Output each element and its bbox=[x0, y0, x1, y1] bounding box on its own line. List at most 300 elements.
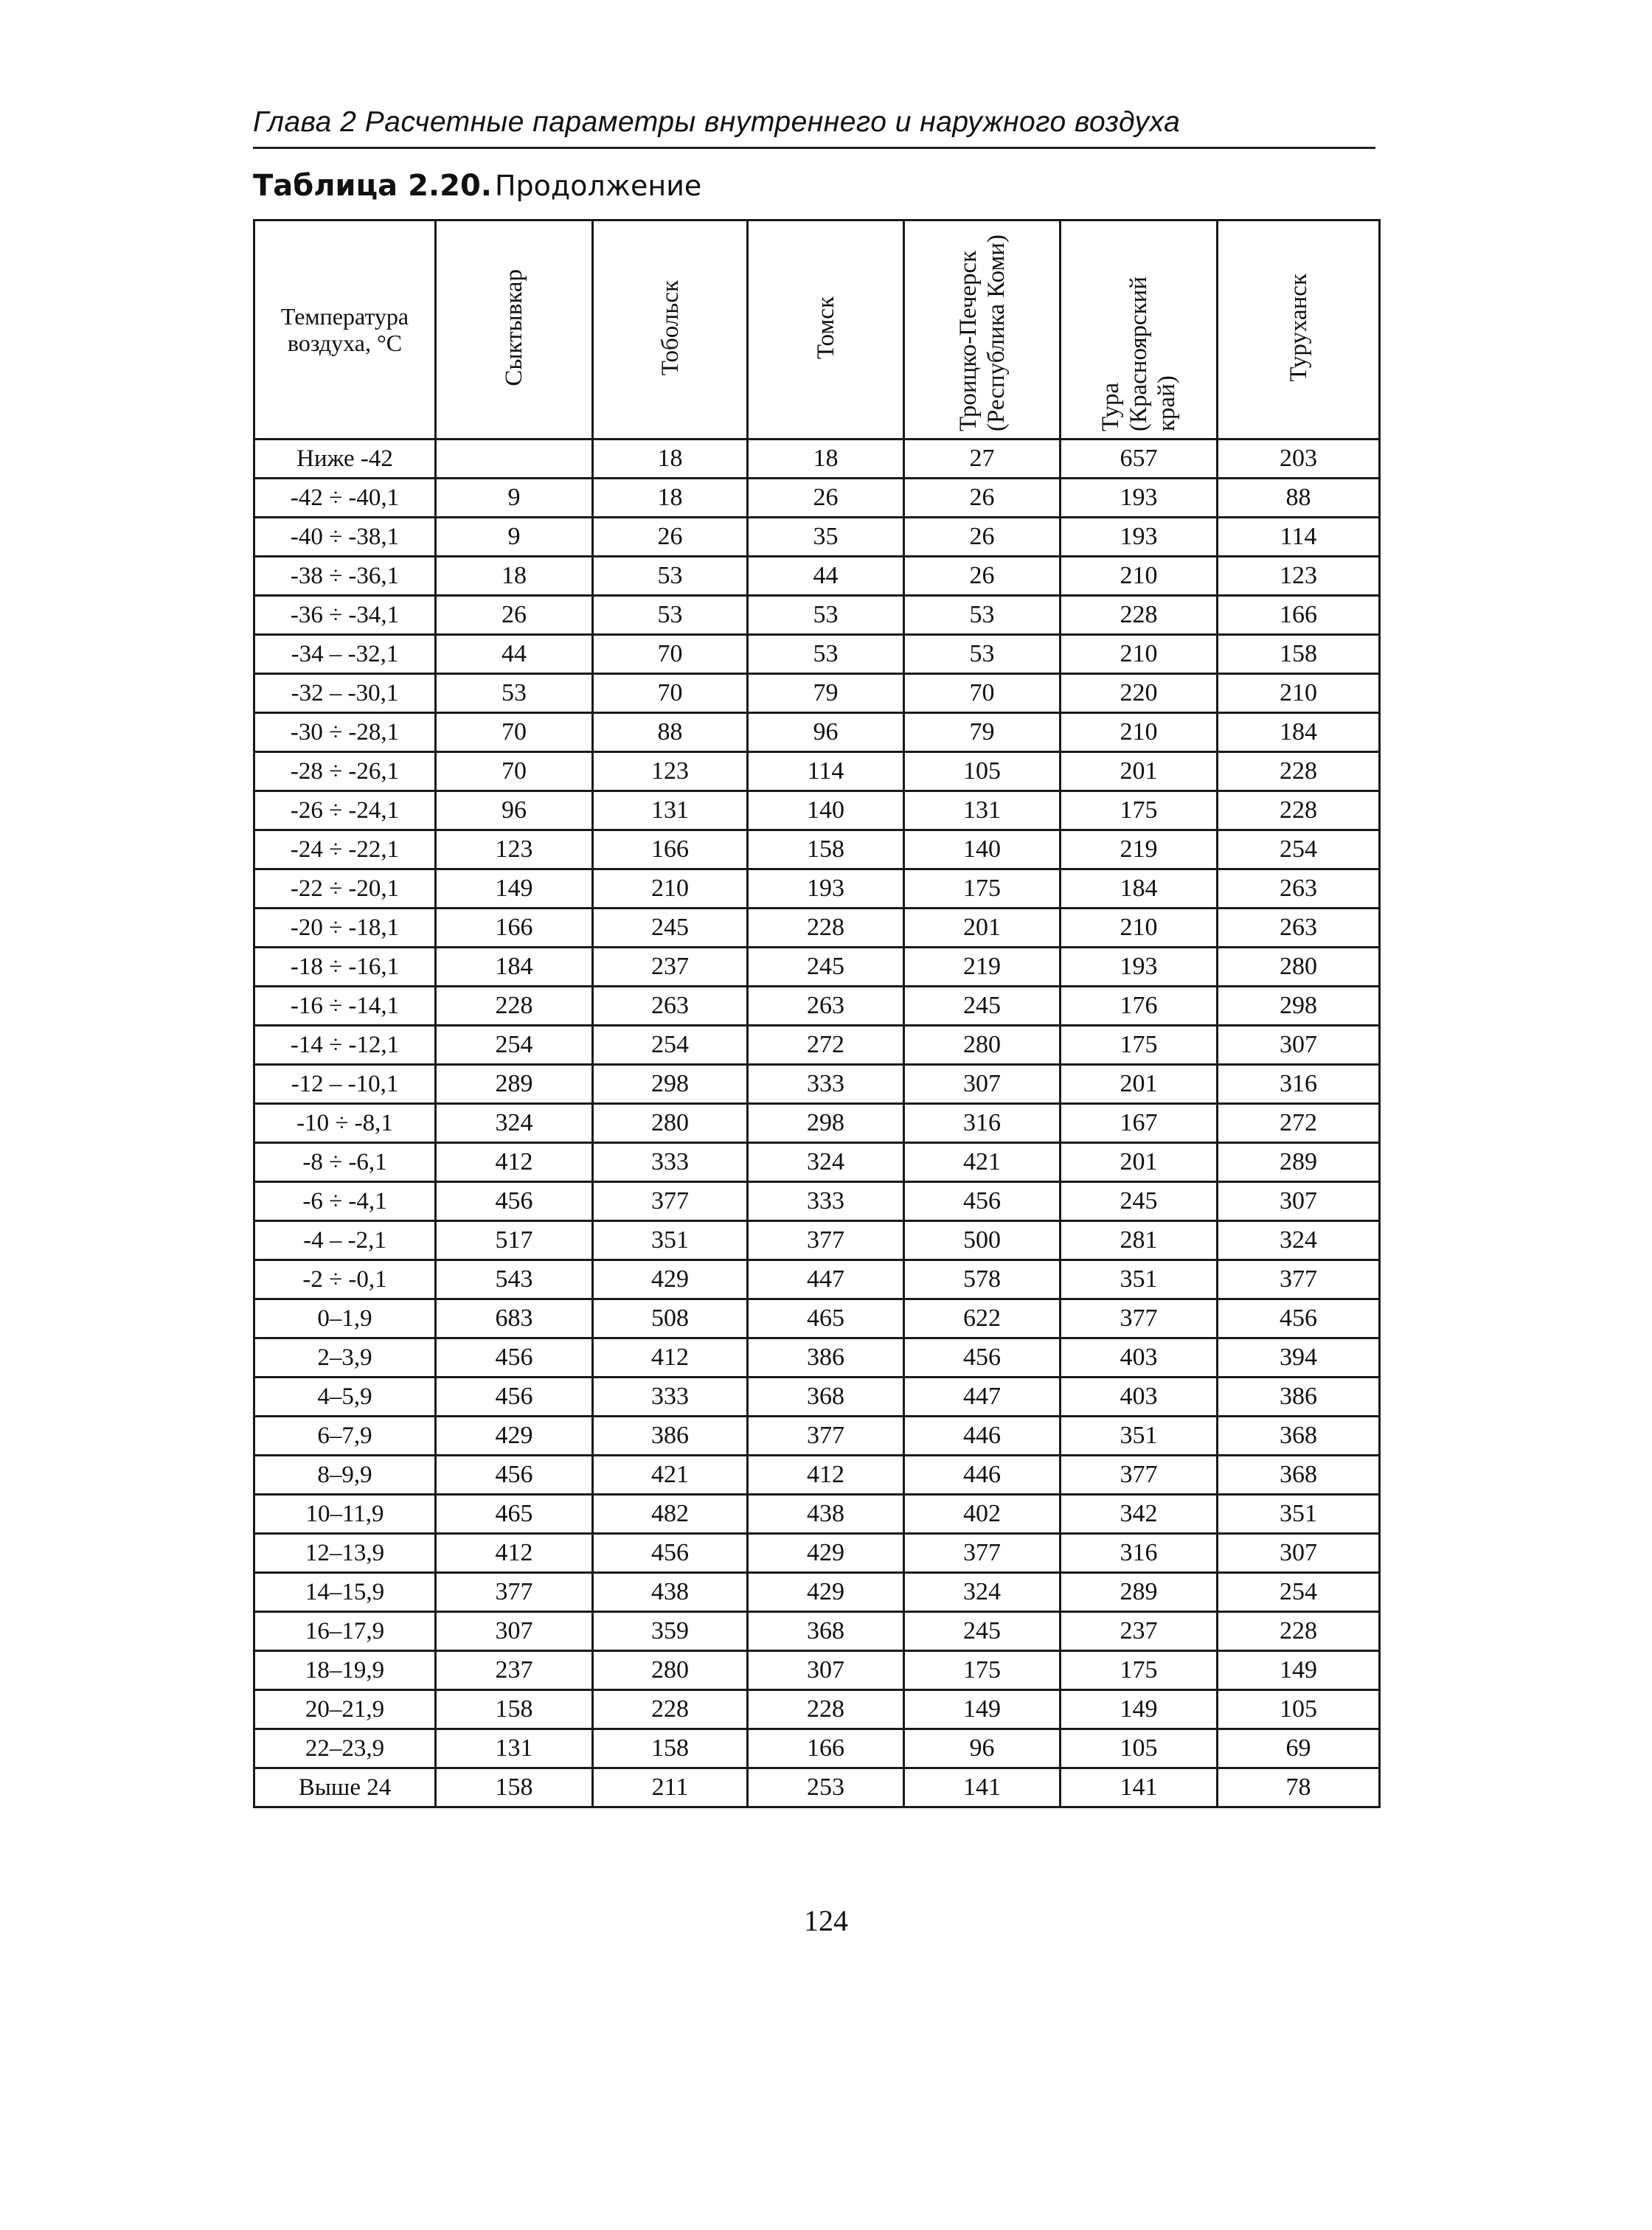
table-cell: 140 bbox=[748, 791, 904, 830]
table-cell: 508 bbox=[593, 1299, 748, 1338]
table-cell: 175 bbox=[904, 1651, 1061, 1690]
table-cell: 96 bbox=[436, 791, 593, 830]
table-cell: 333 bbox=[593, 1378, 748, 1417]
table-row bbox=[254, 596, 1380, 635]
table-cell: 228 bbox=[748, 1690, 904, 1729]
table-row bbox=[254, 909, 1380, 948]
table-cell: 158 bbox=[436, 1690, 593, 1729]
table-cell: 201 bbox=[1061, 1065, 1218, 1104]
table-row bbox=[254, 1768, 1380, 1807]
table-cell: 324 bbox=[748, 1143, 904, 1182]
table-row bbox=[254, 1260, 1380, 1299]
table-cell: 79 bbox=[904, 713, 1061, 752]
table-row bbox=[254, 1690, 1380, 1729]
table-cell: 175 bbox=[904, 869, 1061, 909]
table-row bbox=[254, 1573, 1380, 1612]
table-cell: 307 bbox=[1218, 1534, 1380, 1573]
table-row bbox=[254, 1417, 1380, 1456]
table-cell: 228 bbox=[593, 1690, 748, 1729]
table-cell: 465 bbox=[436, 1495, 593, 1534]
table-cell: 263 bbox=[748, 987, 904, 1026]
table-cell: 184 bbox=[1061, 869, 1218, 909]
column-header-syktyvkar bbox=[436, 220, 593, 440]
table-cell: 447 bbox=[748, 1260, 904, 1299]
row-label-temperature-range: -16 ÷ -14,1 bbox=[254, 987, 436, 1026]
table-row bbox=[254, 791, 1380, 830]
table-cell: 333 bbox=[748, 1065, 904, 1104]
table-cell: 342 bbox=[1061, 1495, 1218, 1534]
column-header-turukhansk bbox=[1218, 220, 1380, 440]
table-cell: 456 bbox=[436, 1338, 593, 1378]
table-cell: 219 bbox=[1061, 830, 1218, 869]
table-cell: 272 bbox=[748, 1026, 904, 1065]
table-cell: 446 bbox=[904, 1417, 1061, 1456]
table-cell: 377 bbox=[748, 1417, 904, 1456]
table-cell: 254 bbox=[593, 1026, 748, 1065]
table-cell: 210 bbox=[1061, 713, 1218, 752]
table-cell: 438 bbox=[593, 1573, 748, 1612]
table-cell: 166 bbox=[748, 1729, 904, 1768]
table-cell: 543 bbox=[436, 1260, 593, 1299]
table-cell: 281 bbox=[1061, 1221, 1218, 1260]
table-row bbox=[254, 713, 1380, 752]
table-cell: 377 bbox=[1061, 1456, 1218, 1495]
table-cell: 359 bbox=[593, 1612, 748, 1651]
table-cell: 429 bbox=[593, 1260, 748, 1299]
table-row bbox=[254, 1104, 1380, 1143]
table-cell: 44 bbox=[436, 635, 593, 674]
row-label-temperature-range: 16–17,9 bbox=[254, 1612, 436, 1651]
table-cell: 193 bbox=[1061, 518, 1218, 557]
table-cell: 280 bbox=[1218, 948, 1380, 987]
table-cell: 167 bbox=[1061, 1104, 1218, 1143]
table-cell: 26 bbox=[436, 596, 593, 635]
column-header-temperature: Температура воздуха, °С bbox=[254, 220, 436, 440]
table-row bbox=[254, 1065, 1380, 1104]
table-cell: 53 bbox=[593, 596, 748, 635]
table-cell: 158 bbox=[1218, 635, 1380, 674]
table-cell: 280 bbox=[593, 1651, 748, 1690]
table-cell: 131 bbox=[436, 1729, 593, 1768]
table-cell: 298 bbox=[593, 1065, 748, 1104]
table-row bbox=[254, 518, 1380, 557]
row-label-temperature-range: -28 ÷ -26,1 bbox=[254, 752, 436, 791]
table-caption-text: Продолжение bbox=[494, 170, 702, 202]
table-cell: 446 bbox=[904, 1456, 1061, 1495]
page-number: 124 bbox=[804, 1904, 848, 1937]
table-cell: 456 bbox=[1218, 1299, 1380, 1338]
table-caption-label: Таблица 2.20. bbox=[253, 169, 492, 203]
table-cell: 26 bbox=[904, 518, 1061, 557]
table-cell: 26 bbox=[748, 479, 904, 518]
table-row bbox=[254, 1456, 1380, 1495]
table-cell: 175 bbox=[1061, 791, 1218, 830]
table-cell: 27 bbox=[904, 440, 1061, 479]
table-cell: 210 bbox=[593, 869, 748, 909]
table-cell: 307 bbox=[1218, 1182, 1380, 1221]
table-cell: 149 bbox=[1061, 1690, 1218, 1729]
table-cell: 386 bbox=[1218, 1378, 1380, 1417]
row-label-temperature-range: -2 ÷ -0,1 bbox=[254, 1260, 436, 1299]
table-cell: 298 bbox=[748, 1104, 904, 1143]
table-cell: 228 bbox=[1061, 596, 1218, 635]
table-cell: 26 bbox=[904, 479, 1061, 518]
table-row bbox=[254, 1729, 1380, 1768]
table-cell: 403 bbox=[1061, 1338, 1218, 1378]
table-cell: 289 bbox=[1061, 1573, 1218, 1612]
row-label-temperature-range: -40 ÷ -38,1 bbox=[254, 518, 436, 557]
table-row bbox=[254, 830, 1380, 869]
table-row bbox=[254, 1338, 1380, 1378]
table-cell: 289 bbox=[1218, 1143, 1380, 1182]
table-cell: 429 bbox=[748, 1573, 904, 1612]
table-cell: 123 bbox=[593, 752, 748, 791]
table-cell: 386 bbox=[593, 1417, 748, 1456]
table-row bbox=[254, 1221, 1380, 1260]
table-row bbox=[254, 752, 1380, 791]
table-cell: 683 bbox=[436, 1299, 593, 1338]
table-cell: 9 bbox=[436, 518, 593, 557]
table-cell: 69 bbox=[1218, 1729, 1380, 1768]
table-cell: 465 bbox=[748, 1299, 904, 1338]
row-label-temperature-range: -32 – -30,1 bbox=[254, 674, 436, 713]
table-cell: 421 bbox=[904, 1143, 1061, 1182]
row-label-temperature-range: Ниже -42 bbox=[254, 440, 436, 479]
table-row bbox=[254, 1495, 1380, 1534]
row-label-temperature-range: -20 ÷ -18,1 bbox=[254, 909, 436, 948]
table-cell: 254 bbox=[1218, 830, 1380, 869]
table-row bbox=[254, 1651, 1380, 1690]
table-cell: 272 bbox=[1218, 1104, 1380, 1143]
table-cell: 210 bbox=[1218, 674, 1380, 713]
table-cell: 9 bbox=[436, 479, 593, 518]
table-cell: 578 bbox=[904, 1260, 1061, 1299]
column-header-label: Троицко-Печерск (Республика Коми) bbox=[954, 234, 1010, 431]
table-cell: 263 bbox=[1218, 869, 1380, 909]
table-cell: 456 bbox=[436, 1182, 593, 1221]
table-cell: 263 bbox=[1218, 909, 1380, 948]
table-cell: 245 bbox=[1061, 1182, 1218, 1221]
table-cell: 193 bbox=[748, 869, 904, 909]
table-cell: 368 bbox=[748, 1612, 904, 1651]
table-cell: 298 bbox=[1218, 987, 1380, 1026]
table-row bbox=[254, 869, 1380, 909]
table-cell: 141 bbox=[904, 1768, 1061, 1807]
table-cell: 18 bbox=[593, 479, 748, 518]
table-cell: 254 bbox=[1218, 1573, 1380, 1612]
row-label-temperature-range: -22 ÷ -20,1 bbox=[254, 869, 436, 909]
table-cell: 201 bbox=[1061, 752, 1218, 791]
table-cell: 193 bbox=[1061, 948, 1218, 987]
table-cell: 254 bbox=[436, 1026, 593, 1065]
table-header-row bbox=[254, 220, 1380, 440]
table-row bbox=[254, 479, 1380, 518]
table-cell: 70 bbox=[904, 674, 1061, 713]
table-cell: 211 bbox=[593, 1768, 748, 1807]
table-cell: 123 bbox=[1218, 557, 1380, 596]
column-header-tobolsk bbox=[593, 220, 748, 440]
table-row bbox=[254, 1534, 1380, 1573]
table-row bbox=[254, 440, 1380, 479]
table-cell: 184 bbox=[436, 948, 593, 987]
table-cell: 105 bbox=[1218, 1690, 1380, 1729]
table-cell: 333 bbox=[748, 1182, 904, 1221]
table-cell: 377 bbox=[1218, 1260, 1380, 1299]
table-row bbox=[254, 674, 1380, 713]
table-cell: 88 bbox=[1218, 479, 1380, 518]
table-cell: 351 bbox=[593, 1221, 748, 1260]
table-cell: 210 bbox=[1061, 635, 1218, 674]
table-cell: 228 bbox=[436, 987, 593, 1026]
table-cell: 53 bbox=[748, 596, 904, 635]
row-label-temperature-range: -18 ÷ -16,1 bbox=[254, 948, 436, 987]
table-row bbox=[254, 1612, 1380, 1651]
row-label-temperature-range: -14 ÷ -12,1 bbox=[254, 1026, 436, 1065]
table-cell: 307 bbox=[436, 1612, 593, 1651]
table-cell: 324 bbox=[1218, 1221, 1380, 1260]
table-cell: 141 bbox=[1061, 1768, 1218, 1807]
table-cell: 253 bbox=[748, 1768, 904, 1807]
row-label-temperature-range: 4–5,9 bbox=[254, 1378, 436, 1417]
table-cell: 228 bbox=[1218, 752, 1380, 791]
table-cell: 210 bbox=[1061, 557, 1218, 596]
table-cell: 44 bbox=[748, 557, 904, 596]
table-cell: 193 bbox=[1061, 479, 1218, 518]
running-head bbox=[253, 103, 1375, 149]
table-cell: 228 bbox=[1218, 1612, 1380, 1651]
table-cell: 386 bbox=[748, 1338, 904, 1378]
row-label-temperature-range: -30 ÷ -28,1 bbox=[254, 713, 436, 752]
row-label-temperature-range: -26 ÷ -24,1 bbox=[254, 791, 436, 830]
table-cell: 158 bbox=[436, 1768, 593, 1807]
row-label-temperature-range: 20–21,9 bbox=[254, 1690, 436, 1729]
table-cell: 175 bbox=[1061, 1026, 1218, 1065]
table-cell: 351 bbox=[1061, 1260, 1218, 1299]
table-cell: 201 bbox=[1061, 1143, 1218, 1182]
column-header-label: Тура (Красноярский край) bbox=[1097, 276, 1180, 431]
table-cell: 280 bbox=[904, 1026, 1061, 1065]
table-cell: 394 bbox=[1218, 1338, 1380, 1378]
table-cell: 307 bbox=[1218, 1026, 1380, 1065]
table-cell: 377 bbox=[1061, 1299, 1218, 1338]
table-cell: 307 bbox=[748, 1651, 904, 1690]
table-cell: 26 bbox=[904, 557, 1061, 596]
table-cell: 18 bbox=[436, 557, 593, 596]
table-cell: 307 bbox=[904, 1065, 1061, 1104]
table-cell: 368 bbox=[748, 1378, 904, 1417]
table-cell: 324 bbox=[436, 1104, 593, 1143]
table-cell: 237 bbox=[1061, 1612, 1218, 1651]
table-row bbox=[254, 1182, 1380, 1221]
row-label-temperature-range: 8–9,9 bbox=[254, 1456, 436, 1495]
table-cell: 96 bbox=[748, 713, 904, 752]
table-cell: 70 bbox=[593, 635, 748, 674]
table-row bbox=[254, 987, 1380, 1026]
row-label-temperature-range: 0–1,9 bbox=[254, 1299, 436, 1338]
table-cell: 237 bbox=[436, 1651, 593, 1690]
column-header-tomsk bbox=[748, 220, 904, 440]
table-row bbox=[254, 1378, 1380, 1417]
table-cell: 456 bbox=[436, 1378, 593, 1417]
table-row bbox=[254, 635, 1380, 674]
table-cell: 412 bbox=[748, 1456, 904, 1495]
row-label-temperature-range: -42 ÷ -40,1 bbox=[254, 479, 436, 518]
table-cell: 149 bbox=[904, 1690, 1061, 1729]
table-cell: 70 bbox=[436, 713, 593, 752]
table-cell: 429 bbox=[748, 1534, 904, 1573]
table-cell: 245 bbox=[904, 1612, 1061, 1651]
table-cell: 219 bbox=[904, 948, 1061, 987]
table-cell: 456 bbox=[904, 1182, 1061, 1221]
table-cell bbox=[436, 440, 593, 479]
table-cell: 412 bbox=[436, 1534, 593, 1573]
table-cell: 245 bbox=[904, 987, 1061, 1026]
table-cell: 88 bbox=[593, 713, 748, 752]
table-row bbox=[254, 1026, 1380, 1065]
table-cell: 140 bbox=[904, 830, 1061, 869]
table-cell: 53 bbox=[748, 635, 904, 674]
row-label-temperature-range: 2–3,9 bbox=[254, 1338, 436, 1378]
row-label-temperature-range: 22–23,9 bbox=[254, 1729, 436, 1768]
table-cell: 166 bbox=[436, 909, 593, 948]
table-cell: 517 bbox=[436, 1221, 593, 1260]
table-cell: 79 bbox=[748, 674, 904, 713]
table-cell: 210 bbox=[1061, 909, 1218, 948]
table-cell: 456 bbox=[436, 1456, 593, 1495]
table-cell: 482 bbox=[593, 1495, 748, 1534]
table-cell: 377 bbox=[748, 1221, 904, 1260]
table-cell: 245 bbox=[748, 948, 904, 987]
table-cell: 123 bbox=[436, 830, 593, 869]
table-row bbox=[254, 557, 1380, 596]
table-cell: 622 bbox=[904, 1299, 1061, 1338]
table-cell: 316 bbox=[904, 1104, 1061, 1143]
row-label-temperature-range: 18–19,9 bbox=[254, 1651, 436, 1690]
table-cell: 166 bbox=[1218, 596, 1380, 635]
table-cell: 412 bbox=[593, 1338, 748, 1378]
table-cell: 175 bbox=[1061, 1651, 1218, 1690]
table-cell: 351 bbox=[1061, 1417, 1218, 1456]
table-cell: 316 bbox=[1061, 1534, 1218, 1573]
table-cell: 131 bbox=[593, 791, 748, 830]
row-label-temperature-range: -38 ÷ -36,1 bbox=[254, 557, 436, 596]
row-label-temperature-range: 14–15,9 bbox=[254, 1573, 436, 1612]
table-caption bbox=[253, 165, 701, 206]
column-header-label: Сыктывкар bbox=[501, 269, 527, 386]
column-header-label: Тобольск bbox=[656, 279, 684, 376]
table-cell: 657 bbox=[1061, 440, 1218, 479]
table-cell: 403 bbox=[1061, 1378, 1218, 1417]
table-cell: 203 bbox=[1218, 440, 1380, 479]
column-header-label: Туруханск bbox=[1285, 274, 1312, 382]
table-cell: 245 bbox=[593, 909, 748, 948]
row-label-temperature-range: Выше 24 bbox=[254, 1768, 436, 1807]
row-label-temperature-range: -8 ÷ -6,1 bbox=[254, 1143, 436, 1182]
table-row bbox=[254, 948, 1380, 987]
table-cell: 456 bbox=[904, 1338, 1061, 1378]
column-header-label: Томск bbox=[812, 296, 839, 360]
table-cell: 114 bbox=[748, 752, 904, 791]
temperature-frequency-table bbox=[253, 219, 1381, 1808]
table-cell: 18 bbox=[748, 440, 904, 479]
table-cell: 158 bbox=[748, 830, 904, 869]
table-cell: 184 bbox=[1218, 713, 1380, 752]
table-cell: 70 bbox=[593, 674, 748, 713]
row-label-temperature-range: -12 – -10,1 bbox=[254, 1065, 436, 1104]
column-header-tura bbox=[1061, 220, 1218, 440]
table-cell: 131 bbox=[904, 791, 1061, 830]
table-cell: 324 bbox=[904, 1573, 1061, 1612]
table-cell: 368 bbox=[1218, 1456, 1380, 1495]
row-label-temperature-range: -4 – -2,1 bbox=[254, 1221, 436, 1260]
table-cell: 201 bbox=[904, 909, 1061, 948]
table-cell: 70 bbox=[436, 752, 593, 791]
row-label-temperature-range: -10 ÷ -8,1 bbox=[254, 1104, 436, 1143]
table-body bbox=[254, 440, 1380, 1807]
table-cell: 114 bbox=[1218, 518, 1380, 557]
table-cell: 280 bbox=[593, 1104, 748, 1143]
table-cell: 35 bbox=[748, 518, 904, 557]
table-cell: 500 bbox=[904, 1221, 1061, 1260]
table-cell: 237 bbox=[593, 948, 748, 987]
table-cell: 53 bbox=[904, 635, 1061, 674]
table-cell: 351 bbox=[1218, 1495, 1380, 1534]
table-cell: 438 bbox=[748, 1495, 904, 1534]
row-label-temperature-range: 6–7,9 bbox=[254, 1417, 436, 1456]
row-label-temperature-range: 12–13,9 bbox=[254, 1534, 436, 1573]
row-label-temperature-range: -34 – -32,1 bbox=[254, 635, 436, 674]
row-label-temperature-range: -24 ÷ -22,1 bbox=[254, 830, 436, 869]
table-cell: 377 bbox=[436, 1573, 593, 1612]
table-cell: 149 bbox=[436, 869, 593, 909]
column-header-troitsko-pechersk bbox=[904, 220, 1061, 440]
row-label-temperature-range: 10–11,9 bbox=[254, 1495, 436, 1534]
table-cell: 149 bbox=[1218, 1651, 1380, 1690]
table-cell: 78 bbox=[1218, 1768, 1380, 1807]
table-cell: 166 bbox=[593, 830, 748, 869]
table-cell: 429 bbox=[436, 1417, 593, 1456]
table-cell: 26 bbox=[593, 518, 748, 557]
table-row bbox=[254, 1143, 1380, 1182]
table-cell: 53 bbox=[593, 557, 748, 596]
table-cell: 456 bbox=[593, 1534, 748, 1573]
table-cell: 447 bbox=[904, 1378, 1061, 1417]
table-cell: 220 bbox=[1061, 674, 1218, 713]
running-head-text: Глава 2 Расчетные параметры внутреннего и наружного воздуха bbox=[253, 106, 1181, 138]
table-cell: 176 bbox=[1061, 987, 1218, 1026]
table-cell: 158 bbox=[593, 1729, 748, 1768]
table-cell: 105 bbox=[904, 752, 1061, 791]
table-cell: 377 bbox=[593, 1182, 748, 1221]
table-cell: 228 bbox=[1218, 791, 1380, 830]
table-cell: 412 bbox=[436, 1143, 593, 1182]
table-cell: 263 bbox=[593, 987, 748, 1026]
table-cell: 53 bbox=[904, 596, 1061, 635]
table-cell: 316 bbox=[1218, 1065, 1380, 1104]
table-cell: 368 bbox=[1218, 1417, 1380, 1456]
table-cell: 228 bbox=[748, 909, 904, 948]
table-cell: 53 bbox=[436, 674, 593, 713]
table-cell: 333 bbox=[593, 1143, 748, 1182]
table-cell: 402 bbox=[904, 1495, 1061, 1534]
row-label-temperature-range: -36 ÷ -34,1 bbox=[254, 596, 436, 635]
table-cell: 377 bbox=[904, 1534, 1061, 1573]
row-label-temperature-range: -6 ÷ -4,1 bbox=[254, 1182, 436, 1221]
table-cell: 421 bbox=[593, 1456, 748, 1495]
table-cell: 96 bbox=[904, 1729, 1061, 1768]
table-cell: 105 bbox=[1061, 1729, 1218, 1768]
table-cell: 18 bbox=[593, 440, 748, 479]
